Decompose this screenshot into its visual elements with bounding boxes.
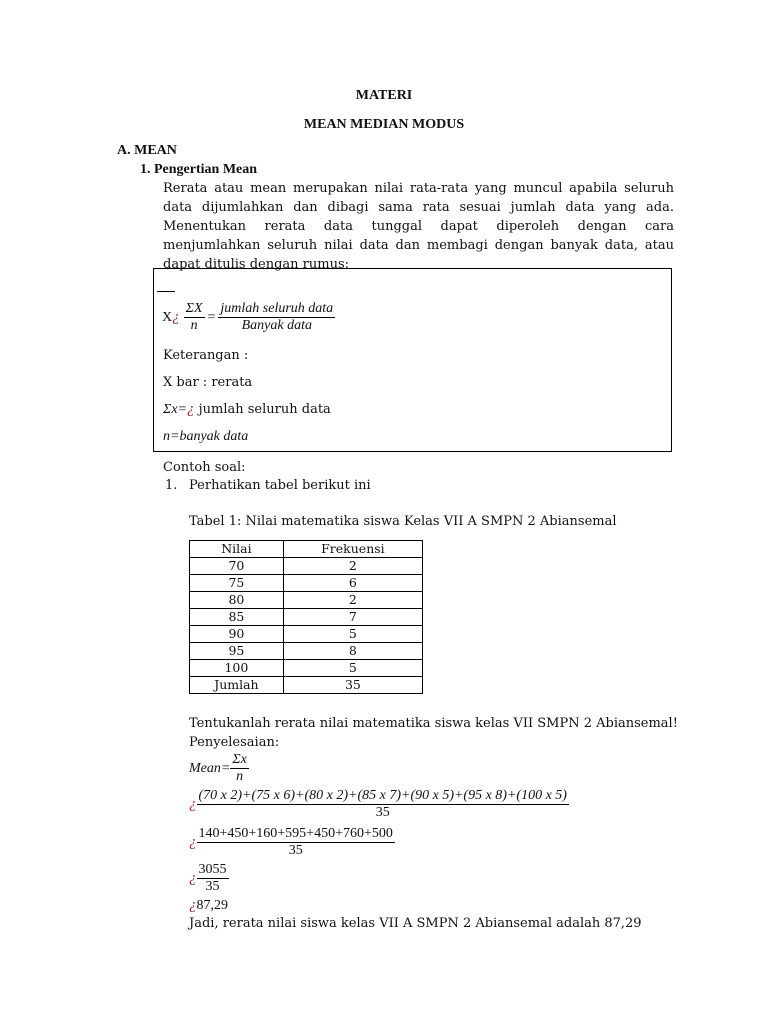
table-row bbox=[190, 677, 423, 694]
table-header-row bbox=[190, 541, 423, 558]
table-cell: 75 bbox=[190, 575, 284, 592]
table-cell: 100 bbox=[190, 660, 284, 677]
penyelesaian-label: Penyelesaian: bbox=[189, 735, 280, 750]
table-cell: 80 bbox=[190, 592, 284, 609]
list-item-text: Perhatikan tabel berikut ini bbox=[189, 478, 371, 493]
data-table bbox=[189, 540, 423, 694]
fraction-numerator: (70 x 2)+(75 x 6)+(80 x 2)+(85 x 7)+(90 x 5)+(95 x 8)+(100 x 5) bbox=[198, 788, 567, 803]
x-bar-line bbox=[157, 291, 175, 292]
table-cell: Jumlah bbox=[190, 677, 284, 694]
table-header-cell: Frekuensi bbox=[283, 541, 422, 558]
fraction-sum-over-n bbox=[184, 301, 205, 334]
mean-formula bbox=[162, 301, 335, 334]
step-4 bbox=[189, 897, 228, 914]
fraction-numerator: jumlah seluruh data bbox=[220, 301, 334, 316]
keterangan-sum bbox=[163, 401, 331, 418]
fraction-denominator: n bbox=[236, 769, 244, 784]
step-1-fraction bbox=[197, 788, 569, 821]
table-cell: 2 bbox=[283, 558, 422, 575]
glyph-symbol: ¿ bbox=[186, 401, 195, 417]
table-row bbox=[190, 609, 423, 626]
intro-paragraph: Rerata atau mean merupakan nilai rata-rata yang muncul apabila seluruh data dijumlahkan dan dibagi sama rata sesuai jumlah data yang ada. Menentukan rerata data tunggal dapat diperoleh dengan cara menjumlahkan seluruh nilai data dan membagi dengan banyak data, atau dapat ditulis dengan rumus: bbox=[163, 181, 674, 272]
fraction-words bbox=[218, 301, 335, 334]
table-cell: 6 bbox=[283, 575, 422, 592]
x-symbol: X bbox=[162, 309, 173, 325]
keterangan-xbar: X bar : rerata bbox=[163, 375, 253, 390]
equals-sign: = bbox=[207, 309, 216, 325]
table-header-cell: Nilai bbox=[190, 541, 284, 558]
table-cell: 90 bbox=[190, 626, 284, 643]
formula-box bbox=[153, 268, 672, 452]
table-cell: 85 bbox=[190, 609, 284, 626]
table-row bbox=[190, 575, 423, 592]
list-item-number: 1. bbox=[165, 478, 178, 493]
step-3 bbox=[189, 862, 229, 895]
table-cell: 70 bbox=[190, 558, 284, 575]
table-cell: 5 bbox=[283, 626, 422, 643]
fraction-denominator: 35 bbox=[288, 843, 303, 858]
table-row bbox=[190, 558, 423, 575]
table-cell: 35 bbox=[283, 677, 422, 694]
table-cell: 5 bbox=[283, 660, 422, 677]
table-cell: 8 bbox=[283, 643, 422, 660]
table-row bbox=[190, 626, 423, 643]
step-2-fraction bbox=[197, 826, 395, 859]
glyph-symbol: ¿ bbox=[172, 309, 180, 325]
sum-symbol: Σx= bbox=[163, 402, 187, 417]
contoh-soal-label: Contoh soal: bbox=[163, 460, 246, 475]
result-value: 87,29 bbox=[196, 898, 228, 913]
fraction-denominator: 35 bbox=[205, 879, 220, 894]
table-row bbox=[190, 592, 423, 609]
glyph-symbol: ¿ bbox=[189, 834, 197, 850]
conclusion-text: Jadi, rerata nilai siswa kelas VII A SMPN 2 Abiansemal adalah 87,29 bbox=[189, 916, 642, 931]
table-cell: 2 bbox=[283, 592, 422, 609]
glyph-symbol: ¿ bbox=[189, 870, 197, 886]
fraction-numerator: Σx bbox=[232, 752, 247, 767]
fraction-denominator: 35 bbox=[375, 805, 390, 820]
fraction-numerator: ΣX bbox=[185, 301, 203, 316]
table-row bbox=[190, 660, 423, 677]
question-text: Tentukanlah rerata nilai matematika siswa kelas VII SMPN 2 Abiansemal! bbox=[189, 716, 678, 731]
table-row bbox=[190, 643, 423, 660]
fraction-denominator: n bbox=[190, 318, 198, 333]
glyph-symbol: ¿ bbox=[189, 796, 197, 812]
table-cell: 7 bbox=[283, 609, 422, 626]
table-cell: 95 bbox=[190, 643, 284, 660]
fraction-numerator: 3055 bbox=[198, 862, 227, 877]
document-subtitle: MEAN MEDIAN MODUS bbox=[303, 117, 465, 132]
keterangan-label: Keterangan : bbox=[163, 348, 249, 363]
section-heading: A. MEAN bbox=[117, 143, 177, 158]
step-3-fraction bbox=[197, 862, 229, 895]
keterangan-n: n=banyak data bbox=[163, 429, 249, 444]
subsection-heading: 1. Pengertian Mean bbox=[140, 162, 258, 177]
table-caption: Tabel 1: Nilai matematika siswa Kelas VII A SMPN 2 Abiansemal bbox=[189, 514, 617, 529]
mean-label: Mean= bbox=[189, 760, 231, 776]
fraction-denominator: Banyak data bbox=[241, 318, 312, 333]
step-1 bbox=[189, 788, 569, 821]
sum-description: jumlah seluruh data bbox=[194, 402, 331, 417]
glyph-symbol: ¿ bbox=[189, 897, 197, 913]
fraction-numerator: 140+450+160+595+450+760+500 bbox=[198, 826, 393, 841]
fraction-sum-over-n bbox=[230, 752, 249, 785]
step-2 bbox=[189, 826, 395, 859]
document-title: MATERI bbox=[355, 88, 413, 103]
mean-equation bbox=[189, 752, 249, 785]
